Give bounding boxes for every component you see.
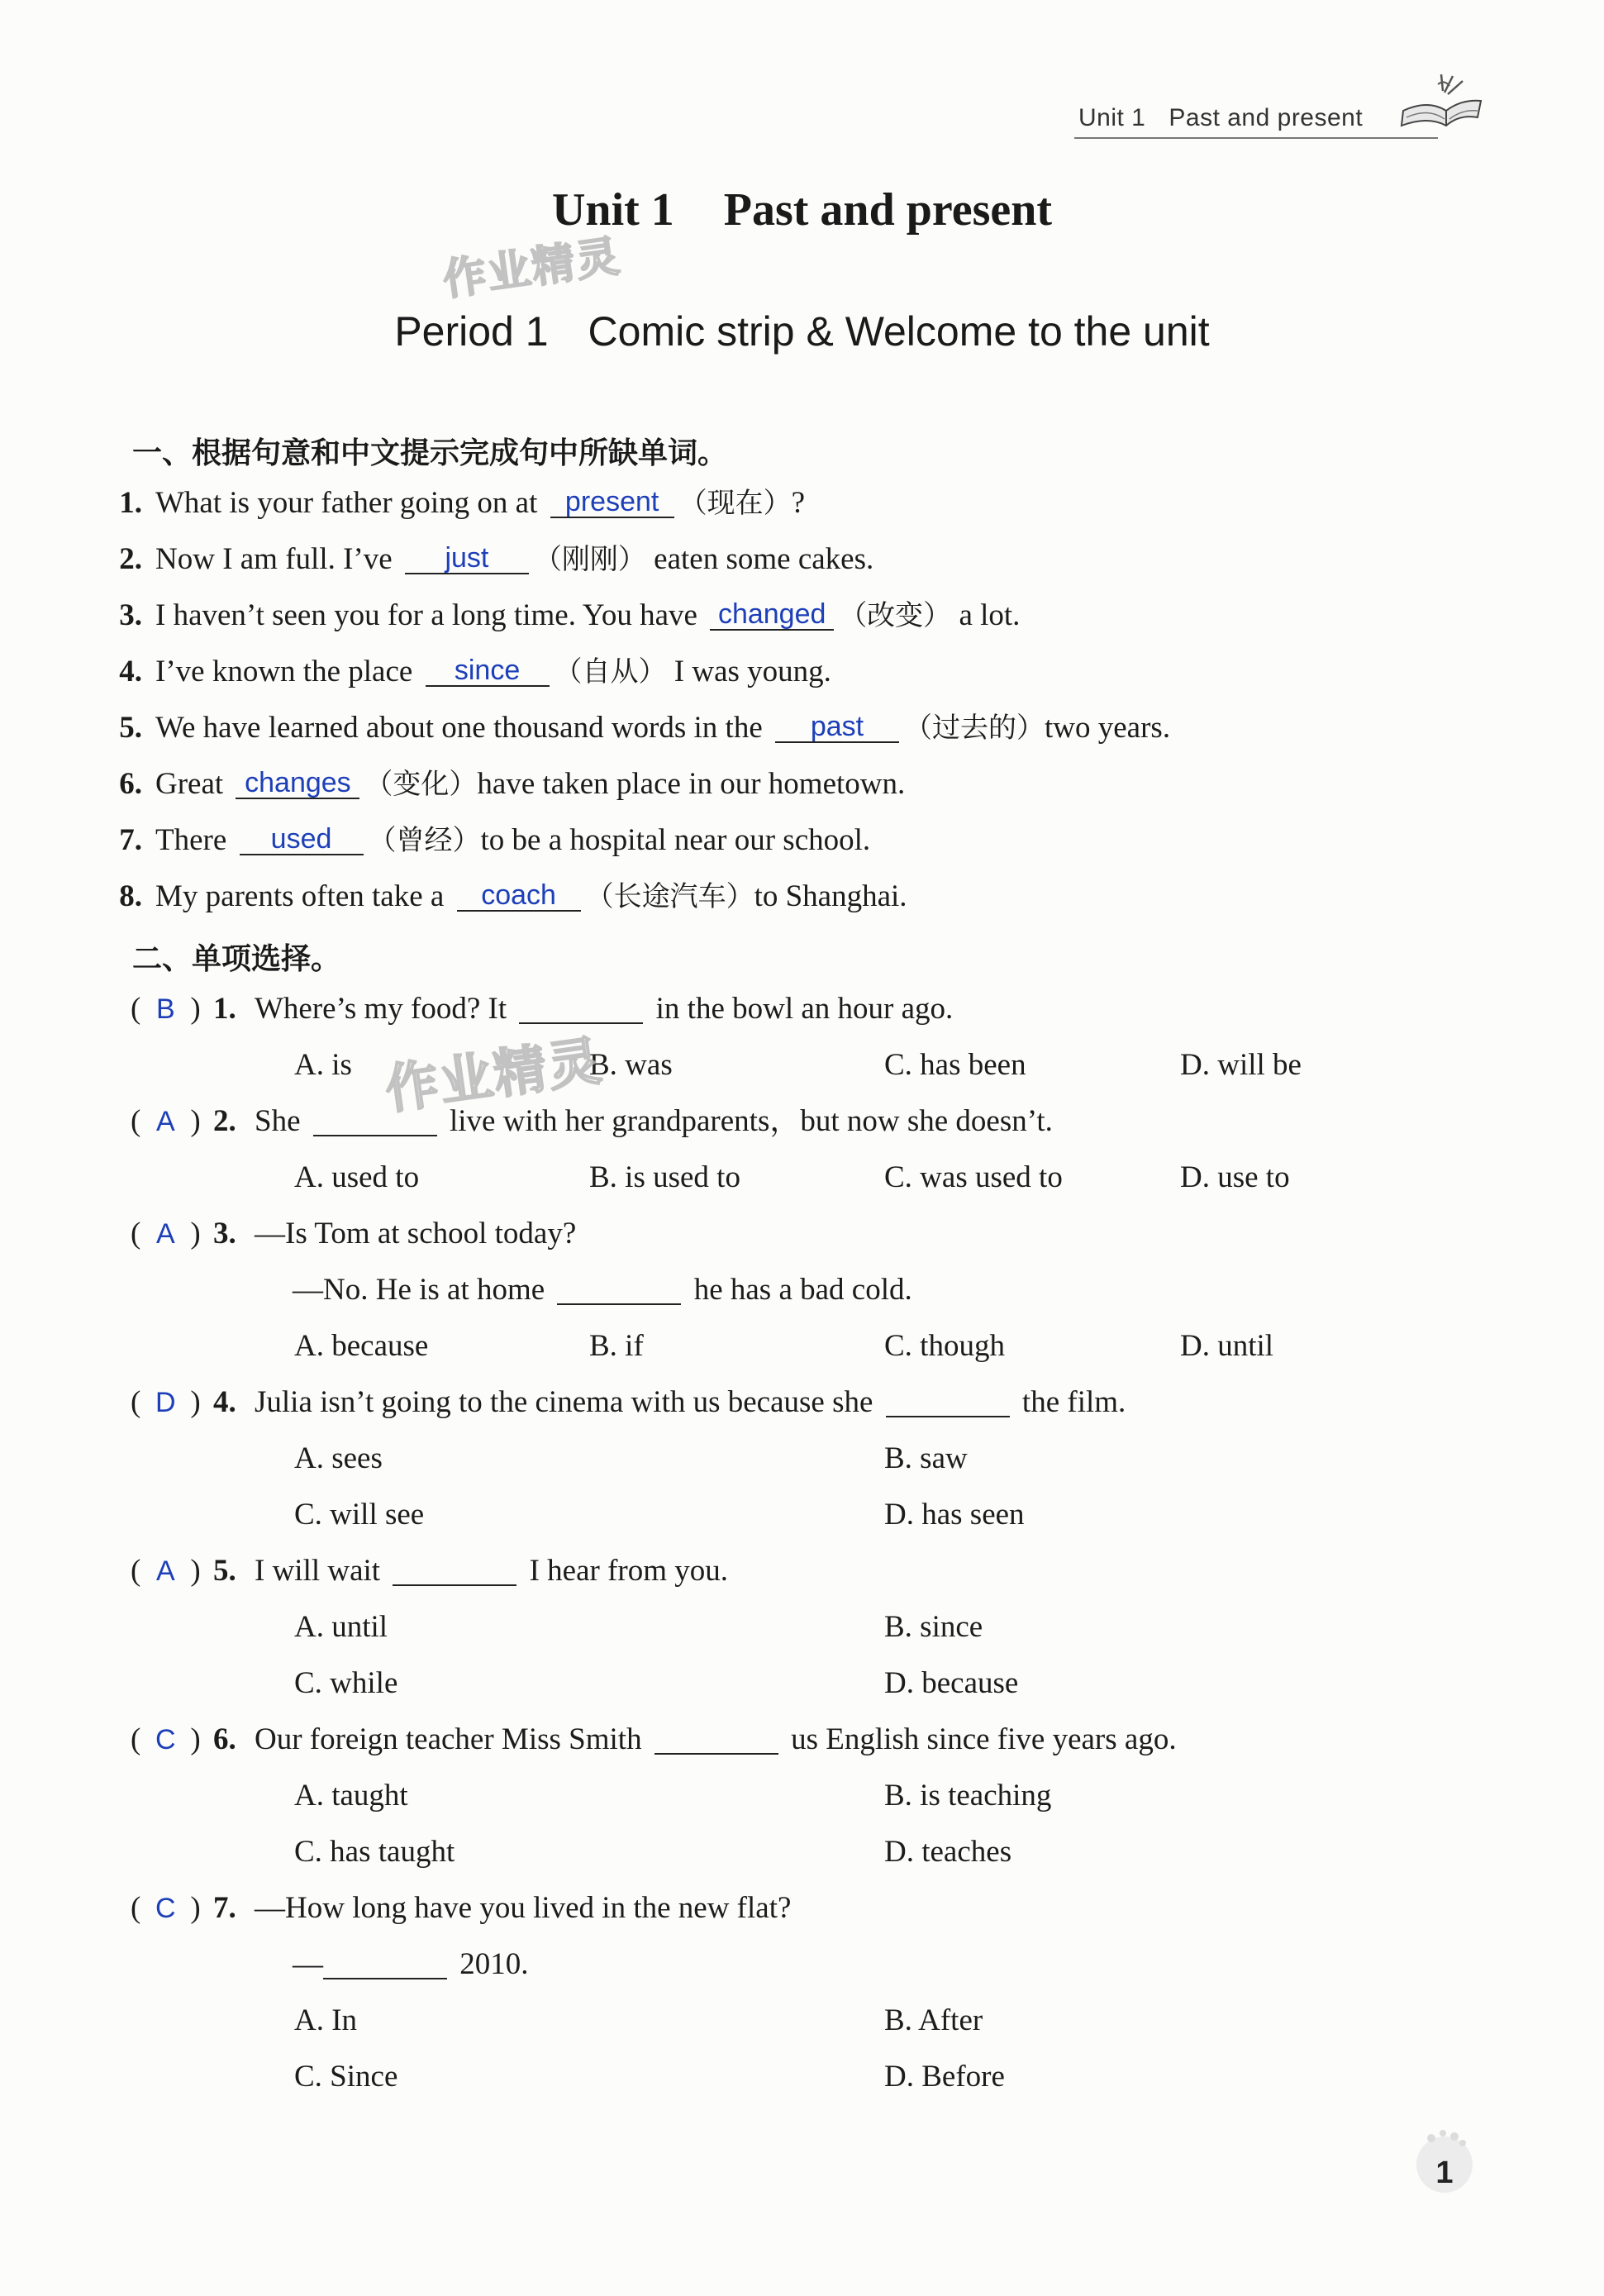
mc-question-2	[131, 1106, 1053, 1138]
answer-blank	[557, 1273, 681, 1305]
period-title	[0, 307, 1604, 355]
answer-blank	[405, 542, 529, 574]
item-text: eaten some cakes.	[654, 542, 874, 576]
item-number: 6.	[119, 767, 142, 801]
answer-paren: ( C )	[131, 1891, 201, 1925]
mc-question-4	[131, 1387, 1126, 1419]
item-number: 1.	[119, 486, 142, 520]
question-text: the film.	[1021, 1385, 1126, 1419]
item-text: There	[155, 823, 227, 857]
choice-answer: A	[155, 1555, 175, 1587]
choice-answer: B	[155, 993, 175, 1025]
mc-question-3-line-2	[293, 1274, 912, 1307]
option-d: D. will be	[1180, 1048, 1302, 1082]
fill-item-3	[0, 600, 1020, 632]
option-d: D. because	[884, 1666, 1019, 1700]
question-number: 1.	[213, 992, 236, 1026]
item-text: ?	[791, 486, 806, 520]
option-d: D. teaches	[884, 1835, 1012, 1869]
answer-blank	[313, 1104, 437, 1136]
option-c: C. will see	[294, 1498, 425, 1531]
item-text: have taken place in our hometown.	[477, 767, 906, 801]
question-text: I will wait	[255, 1554, 381, 1588]
item-number: 8.	[119, 879, 142, 913]
question-text: Where’s my food? It	[255, 992, 507, 1026]
hint-text: （过去的）	[904, 712, 1045, 745]
item-text: to be a hospital near our school.	[480, 823, 871, 857]
item-number: 2.	[119, 542, 142, 576]
answer-text: since	[454, 655, 521, 686]
watermark: 作业精灵	[381, 1030, 607, 1122]
question-text: Our foreign teacher Miss Smith	[255, 1722, 642, 1756]
fill-item-2	[0, 544, 873, 576]
item-text: What is your father going on at	[155, 486, 538, 520]
item-text: two years.	[1045, 711, 1171, 745]
option-b: B. is used to	[589, 1160, 740, 1194]
option-c: C. has been	[884, 1048, 1026, 1082]
choice-answer: D	[155, 1387, 176, 1418]
choice-answer: A	[155, 1106, 175, 1137]
fill-item-1	[0, 488, 805, 520]
hint-text: （改变）	[839, 599, 952, 632]
option-c: C. was used to	[884, 1160, 1063, 1194]
choice-answer: A	[155, 1218, 175, 1250]
answer-blank	[426, 655, 550, 687]
hint-text: （自从）	[554, 655, 667, 688]
answer-text: past	[810, 711, 864, 742]
question-text: he has a bad cold.	[693, 1273, 912, 1307]
section-1-heading: 一、根据句意和中文提示完成句中所缺单词。	[132, 436, 728, 470]
option-b: B. saw	[884, 1441, 968, 1475]
item-text: I was young.	[673, 655, 831, 688]
option-b: B. was	[589, 1048, 673, 1082]
answer-blank	[519, 992, 643, 1024]
option-a: A. taught	[294, 1779, 408, 1813]
item-number: 4.	[119, 655, 142, 688]
fill-item-5	[0, 712, 1170, 745]
choice-answer: C	[155, 1893, 176, 1924]
question-number: 6.	[213, 1722, 236, 1756]
item-number: 7.	[119, 823, 142, 857]
answer-paren: ( A )	[131, 1554, 201, 1588]
answer-text: coach	[481, 879, 556, 911]
option-b: B. if	[589, 1329, 644, 1363]
option-c: C. while	[294, 1666, 398, 1700]
item-number: 5.	[119, 711, 142, 745]
section-2-heading: 二、单项选择。	[132, 942, 341, 976]
answer-paren: ( C )	[131, 1722, 201, 1756]
open-book-icon	[1395, 60, 1486, 142]
unit-label: Unit 1	[551, 184, 674, 236]
answer-blank	[323, 1947, 447, 1979]
question-text: in the bowl an hour ago.	[655, 992, 954, 1026]
mc-question-7	[131, 1893, 791, 1923]
answer-paren: ( A )	[131, 1217, 201, 1250]
running-head	[1078, 104, 1363, 132]
hint-text: （刚刚）	[533, 543, 646, 576]
option-a: A. sees	[294, 1441, 383, 1475]
item-text: to Shanghai.	[754, 879, 907, 913]
answer-blank	[240, 823, 364, 855]
answer-paren: ( B )	[131, 992, 201, 1026]
question-text: live with her grandparents，but now she doesn’t.	[450, 1104, 1053, 1138]
answer-blank	[550, 486, 674, 518]
question-text: She	[255, 1104, 301, 1138]
question-number: 3.	[213, 1217, 236, 1250]
option-c: C. though	[884, 1329, 1005, 1363]
answer-blank	[886, 1385, 1010, 1417]
answer-blank	[654, 1722, 778, 1755]
mc-question-6	[131, 1724, 1177, 1756]
option-c: C. has taught	[294, 1835, 455, 1869]
answer-paren: ( A )	[131, 1104, 201, 1138]
fill-item-8	[0, 881, 907, 913]
mc-question-7-line-2	[293, 1949, 529, 1981]
option-a: A. used to	[294, 1160, 420, 1194]
choice-answer: C	[155, 1724, 176, 1755]
option-c: C. Since	[294, 2060, 398, 2094]
option-d: D. use to	[1180, 1160, 1290, 1194]
question-text: —No. He is at home	[293, 1273, 545, 1307]
answer-blank	[393, 1554, 516, 1586]
item-text: I’ve known the place	[155, 655, 413, 688]
mc-question-3	[131, 1218, 576, 1249]
running-head-unit: Unit 1	[1078, 104, 1146, 131]
fill-item-7	[0, 825, 870, 857]
answer-text: changes	[245, 767, 351, 798]
fill-item-6	[0, 769, 905, 801]
hint-text: （现在）	[678, 487, 792, 520]
question-text: Julia isn’t going to the cinema with us because she	[255, 1385, 873, 1419]
option-b: B. since	[884, 1610, 983, 1644]
page-number: 1	[1435, 2155, 1454, 2190]
question-text: —How long have you lived in the new flat?	[255, 1891, 792, 1925]
item-text: a lot.	[959, 598, 1021, 632]
mc-question-1	[131, 993, 953, 1026]
answer-blank	[775, 711, 899, 743]
option-d: D. until	[1180, 1329, 1274, 1363]
answer-paren: ( D )	[131, 1385, 201, 1419]
question-text: us English since five years ago.	[791, 1722, 1177, 1756]
header-rule	[1074, 137, 1438, 139]
item-number: 3.	[119, 598, 142, 632]
answer-text: used	[270, 823, 332, 855]
item-text: We have learned about one thousand words in the	[155, 711, 763, 745]
option-a: A. until	[294, 1610, 388, 1644]
hint-text: （变化）	[364, 768, 478, 801]
hint-text: （长途汽车）	[585, 880, 754, 913]
mc-question-5	[131, 1555, 728, 1588]
unit-title	[0, 183, 1604, 236]
option-a: A. because	[294, 1329, 429, 1363]
option-a: A. In	[294, 2003, 358, 2037]
question-number: 4.	[213, 1385, 236, 1419]
hint-text: （曾经）	[368, 824, 481, 857]
item-text: I haven’t seen you for a long time. You have	[155, 598, 697, 632]
fill-item-4	[0, 656, 831, 688]
question-text: —Is Tom at school today?	[255, 1217, 577, 1250]
period-name: Comic strip & Welcome to the unit	[588, 308, 1210, 355]
answer-text: changed	[717, 598, 826, 630]
answer-blank	[457, 879, 581, 912]
item-text: Great	[155, 767, 224, 801]
option-a: A. is	[294, 1048, 352, 1082]
item-text: Now I am full. I’ve	[155, 542, 393, 576]
question-text: —	[293, 1947, 323, 1981]
answer-text: just	[445, 542, 489, 574]
unit-name: Past and present	[723, 184, 1053, 236]
question-text: I hear from you.	[529, 1554, 729, 1588]
running-head-title: Past and present	[1168, 104, 1364, 131]
answer-blank	[710, 598, 834, 631]
option-d: D. has seen	[884, 1498, 1025, 1531]
period-label: Period 1	[394, 308, 549, 355]
option-d: D. Before	[884, 2060, 1005, 2094]
question-number: 2.	[213, 1104, 236, 1138]
answer-text: present	[564, 486, 659, 517]
question-number: 7.	[213, 1891, 236, 1925]
question-text: 2010.	[459, 1947, 529, 1981]
answer-blank	[236, 767, 359, 799]
option-b: B. is teaching	[884, 1779, 1052, 1813]
item-text: My parents often take a	[155, 879, 445, 913]
option-b: B. After	[884, 2003, 983, 2037]
watermark: 作业精灵	[440, 231, 624, 306]
question-number: 5.	[213, 1554, 236, 1588]
